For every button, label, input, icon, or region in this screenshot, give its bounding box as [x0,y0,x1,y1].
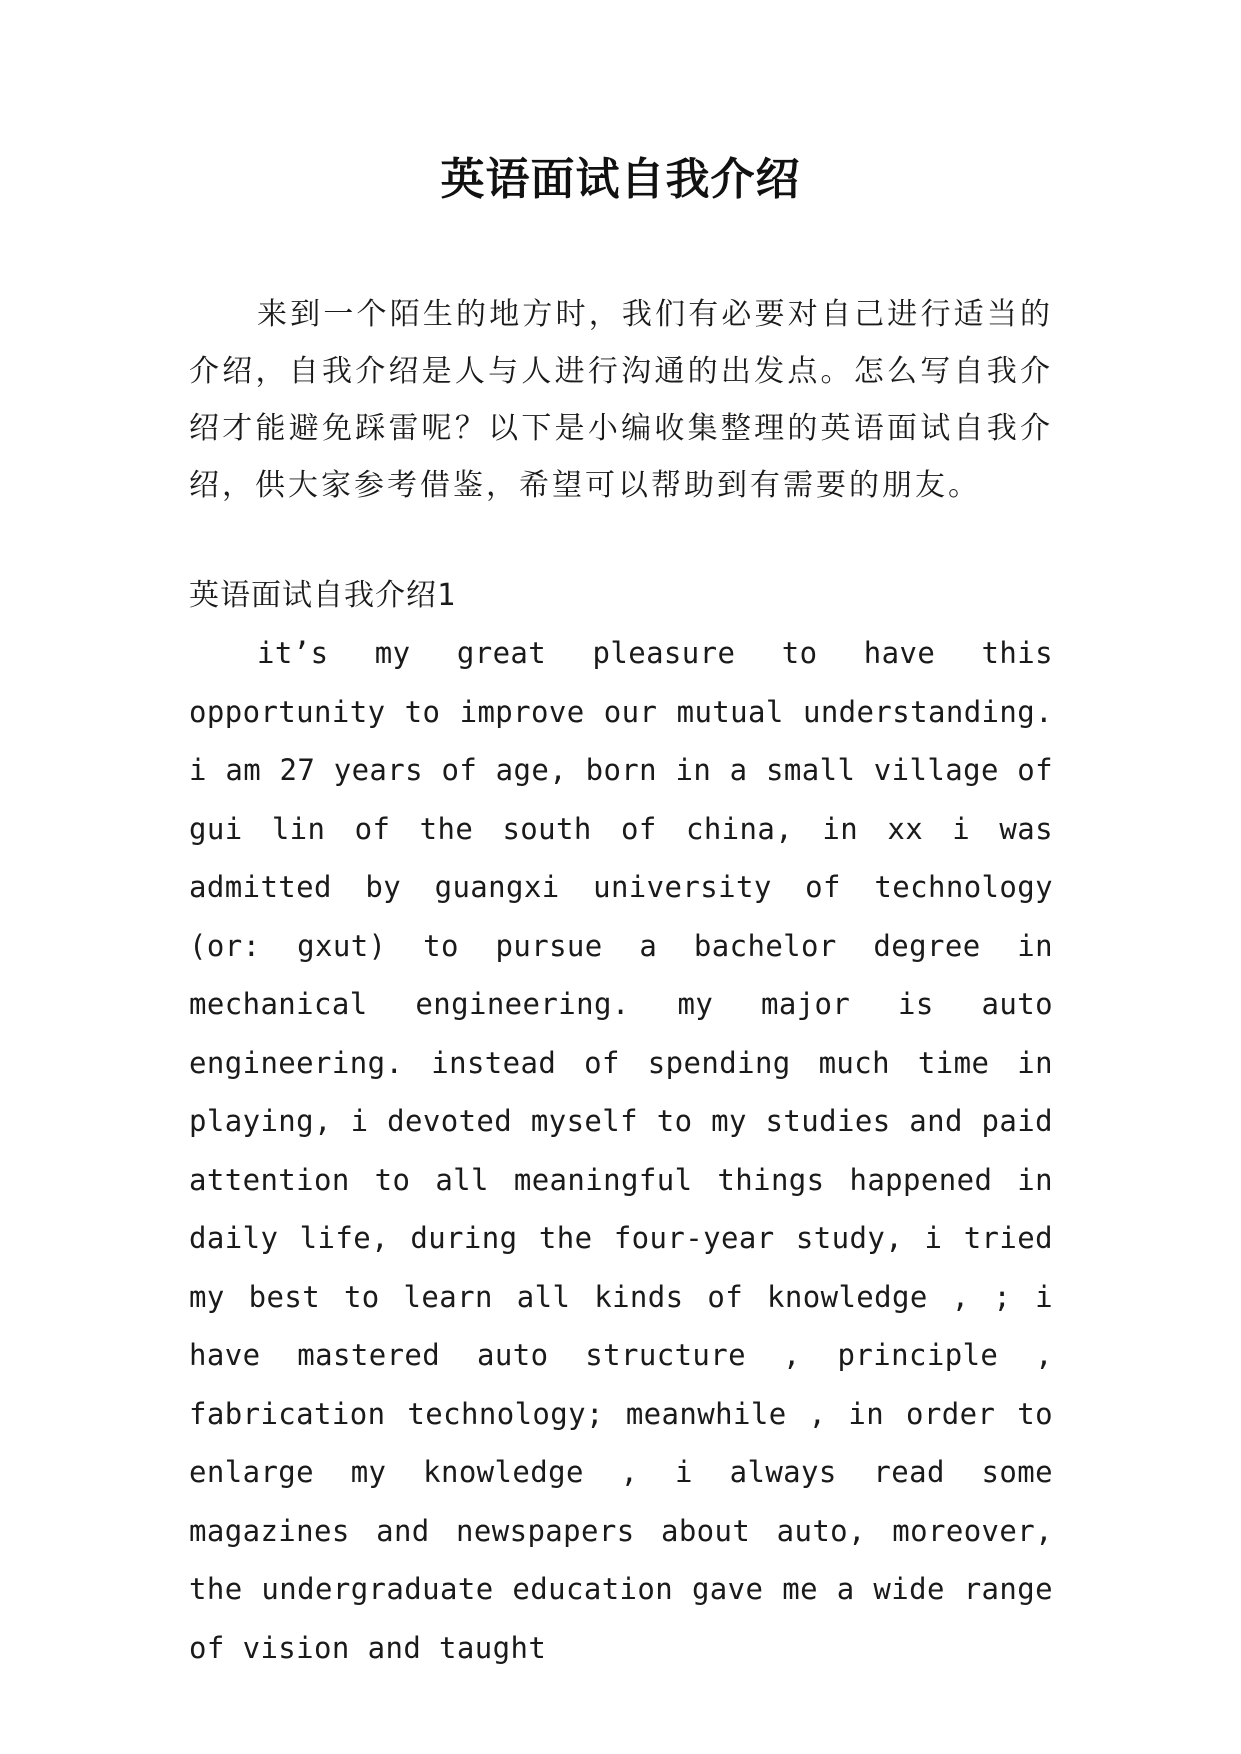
document-content [189,286,1053,1677]
section-heading: 英语面试自我介绍1 [189,578,457,613]
document-title: 英语面试自我介绍 [440,154,801,205]
section-body-paragraph: it’s my great pleasure to have this opportunity to improve our mutual understanding. i am 27 years of age, born in a small village of gui lin of the south of china, in xx i was admitted by guangxi university of technology (or: gxut) to pursue a bachelor degree in mechanical engineering. my major is auto engineering. instead of spending much time in playing, i devoted myself to my studies and paid attention to all meaningful things happened in daily life, during the four-year study, i tried my best to learn all kinds of knowledge , ; i have mastered auto structure , principle , fabrication technology; meanwhile , in order to enlarge my knowledge , i always read some magazines and newspapers about auto, moreover, the undergraduate education gave me a wide range of vision and taught [189,636,1053,1665]
intro-paragraph: 来到一个陌生的地方时，我们有必要对自己进行适当的介绍，自我介绍是人与人进行沟通的出发点。怎么写自我介绍才能避免踩雷呢？以下是小编收集整理的英语面试自我介绍，供大家参考借鉴，希望可以帮助到有需要的朋友。 [189,297,1053,503]
